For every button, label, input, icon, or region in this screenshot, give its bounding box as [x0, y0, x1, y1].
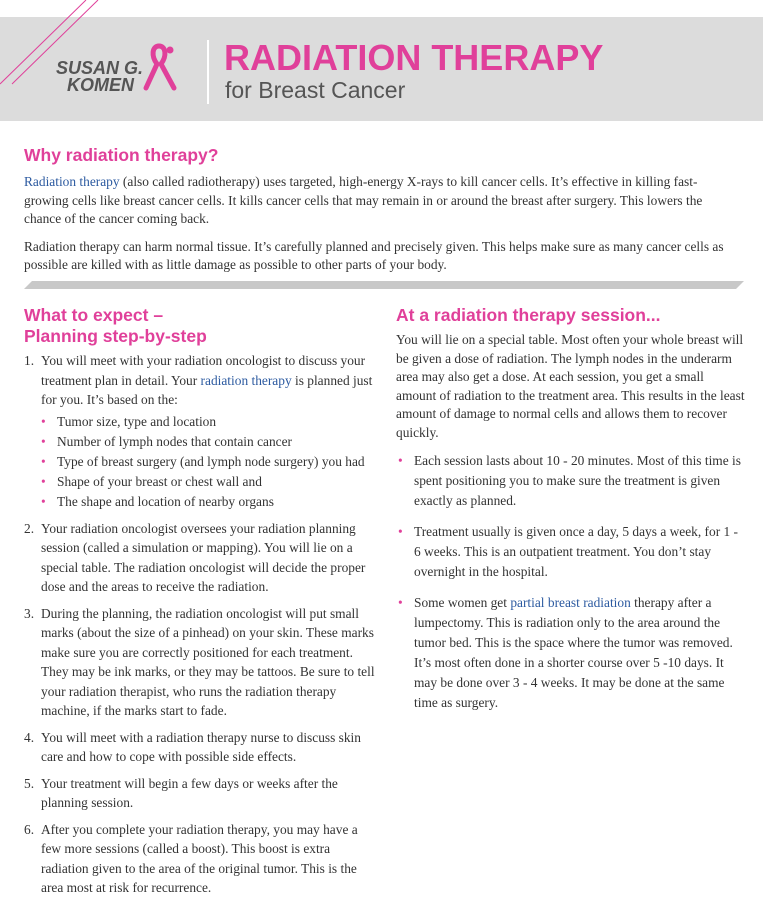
list-item: [396, 451, 746, 511]
list-item-text: therapy after a lumpectomy. This is radiation only to the area around the tumor bed. This is the space where the tumor was removed. It’s most often done in a shorter course over 5 -10 days. It may be done over 3 - 4 weeks. It may be done at the same time as surgery.: [414, 595, 733, 710]
bullet-icon: •: [41, 433, 46, 449]
planning-heading: [24, 305, 379, 347]
step-item: [24, 519, 379, 597]
list-item-text: Type of breast surgery (and lymph node surgery) you had: [57, 453, 365, 469]
list-item-text: The shape and location of nearby organs: [57, 493, 274, 509]
step-text: Your radiation oncologist oversees your radiation planning session (called a simulation or mapping). You will lie on a special table. The radiation oncologist will decide the proper dose and the areas to receive the radiation.: [41, 520, 366, 594]
why-paragraph-1: [24, 173, 736, 229]
step-item: [24, 728, 379, 767]
step-text: is planned just for you. It’s based on the:: [41, 372, 373, 407]
planning-heading-line-2: Planning step-by-step: [24, 326, 207, 346]
step-item: [24, 351, 379, 512]
step-number: 1.: [24, 353, 35, 368]
page-title: RADIATION THERAPY: [224, 37, 604, 78]
session-bullets: [396, 451, 746, 713]
planning-heading-line-1: What to expect –: [24, 305, 164, 325]
list-item-text: Treatment usually is given once a day, 5 days a week, for 1 - 6 weeks. This is an outpatient treatment. You don’t stay overnight in the hospital.: [414, 524, 739, 579]
partial-breast-radiation-link[interactable]: partial breast radiation: [510, 595, 631, 610]
radiation-therapy-link[interactable]: Radiation therapy: [24, 174, 120, 189]
intro-section: [24, 145, 736, 275]
planning-section: [24, 305, 379, 905]
step-number: 4.: [24, 729, 35, 745]
planning-factors-list: [41, 412, 379, 512]
step-item: [24, 820, 379, 898]
bullet-icon: •: [41, 413, 46, 429]
list-item-text: Shape of your breast or chest wall and: [57, 473, 262, 489]
step-item: [24, 774, 379, 813]
step-text: After you complete your radiation therapy, you may have a few more sessions (called a boost). This boost is extra radiation given to the area of the original tumor. This is the area most at risk for recurrence.: [41, 821, 358, 895]
step-number: 5.: [24, 775, 35, 791]
why-heading: Why radiation therapy?: [24, 145, 219, 165]
list-item-text: Some women get: [414, 595, 511, 610]
step-text: You will meet with a radiation therapy nurse to discuss skin care and how to cope with possible side effects.: [41, 729, 361, 764]
list-item-text: Number of lymph nodes that contain cancer: [57, 433, 293, 449]
brand-line-2: KOMEN: [67, 75, 134, 95]
bullet-icon: •: [41, 453, 46, 469]
list-item: [41, 472, 379, 492]
bullet-icon: •: [41, 493, 46, 509]
step-number: 2.: [24, 520, 35, 536]
session-lead-paragraph: You will lie on a special table. Most often your whole breast will be given a dose of radiation. The lymph nodes in the underarm area may also get a dose. At each session, you get a small amount of radiation to the treatment area. This results in the least amount of damage to normal cells and allows them to recover quickly.: [396, 332, 745, 440]
list-item-text: Tumor size, type and location: [57, 413, 217, 429]
pink-ribbon-icon: [136, 42, 182, 92]
bullet-icon: •: [398, 595, 403, 610]
list-item: [396, 593, 746, 713]
brand-line-1: SUSAN G.: [56, 58, 144, 78]
step-number: 3.: [24, 605, 35, 621]
why-paragraph-1-text: (also called radiotherapy) uses targeted, high-energy X-rays to kill cancer cells. It’s effective in killing fast-growing cells like breast cancer cells. It kills cancer cells that may remain in or around the breast after surgery. This lowers the chance of the cancer coming back.: [24, 174, 703, 226]
session-heading: At a radiation therapy session...: [396, 305, 661, 325]
session-section: [396, 305, 746, 724]
why-paragraph-2: Radiation therapy can harm normal tissue. It’s carefully planned and precisely given. This helps make sure as many cancer cells as possible are killed with as little damage as possible to other parts of your body.: [24, 238, 724, 272]
planning-steps: [24, 351, 379, 898]
step-text: You will meet with your radiation oncologist to discuss your treatment plan in detail. Your: [41, 353, 366, 388]
radiation-therapy-link[interactable]: radiation therapy: [200, 372, 292, 388]
step-text: Your treatment will begin a few days or weeks after the planning session.: [41, 775, 338, 810]
list-item: [41, 492, 379, 512]
list-item: [396, 522, 746, 582]
header-divider: [207, 40, 209, 104]
step-number: 6.: [24, 821, 35, 837]
bullet-icon: •: [398, 453, 403, 468]
bullet-icon: •: [398, 524, 403, 539]
list-item: [41, 452, 379, 472]
komen-logo-text: [56, 60, 143, 94]
step-text: During the planning, the radiation oncologist will put small marks (about the size of a pinhead) on your skin. These marks make sure you are correctly positioned for each treatment. They may be ink marks, or they may be tattoos. Be sure to tell your radiation therapist, who runs the radiation therapy machine, if the marks start to fade.: [41, 605, 375, 718]
list-item: [41, 412, 379, 432]
list-item: [41, 432, 379, 452]
step-item: [24, 604, 379, 721]
page-subtitle: for Breast Cancer: [225, 77, 406, 103]
section-separator: [24, 281, 744, 289]
list-item-text: Each session lasts about 10 - 20 minutes. Most of this time is spent positioning you to make sure the treatment is given exactly as planned.: [414, 453, 741, 508]
bullet-icon: •: [41, 473, 46, 489]
